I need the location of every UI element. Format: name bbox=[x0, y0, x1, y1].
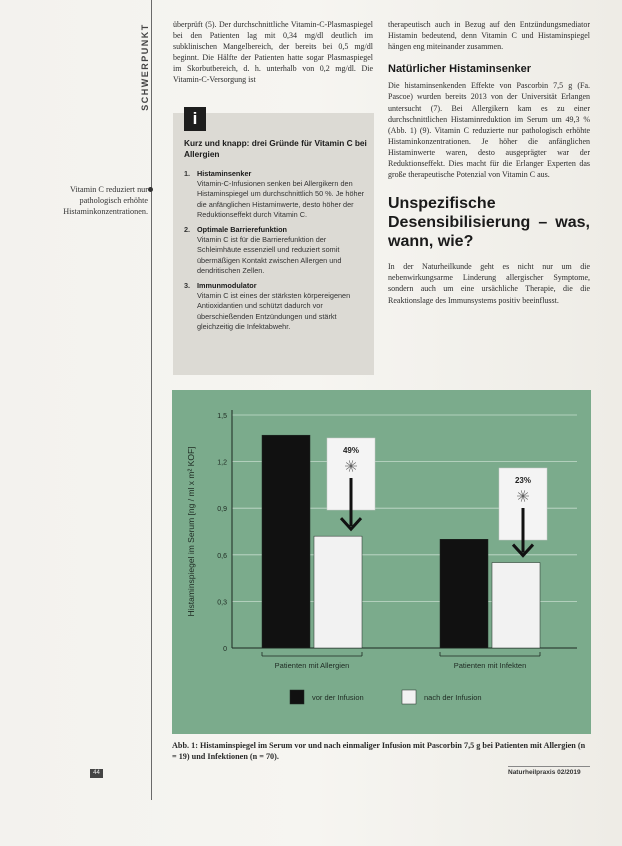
info-box-list bbox=[184, 169, 370, 337]
reduction-percent: 49% bbox=[342, 446, 360, 455]
category-label: Patienten mit Allergien bbox=[274, 661, 350, 670]
bar-after bbox=[492, 563, 540, 648]
section-heading: Natürlicher Histaminsenker bbox=[388, 63, 532, 76]
list-item: 1. Histaminsenker Vitamin-C-Infusionen senken bei Allergikern den Histaminspiegel um durchschnittlich 50 %. Je höher die anfänglichen Histaminwerte, desto höher der Reduktionseffekt durch Vitamin C. bbox=[184, 169, 365, 219]
page-number: 44 bbox=[90, 769, 103, 778]
bar-before bbox=[262, 435, 310, 648]
margin-note-marker bbox=[148, 187, 153, 192]
category-label: Patienten mit Infekten bbox=[453, 661, 527, 670]
paragraph: In der Naturheilkunde geht es nicht nur um die nebenwirkungsarme Linderung allergischer Symptome, sondern auch um eine ursächliche Therapie, die die Reaktionslage des Immunsystems positiv beeinflusst. bbox=[388, 262, 590, 305]
bar-after bbox=[314, 536, 362, 648]
figure-caption: Abb. 1: Histaminspiegel im Serum vor und nach einmaliger Infusion mit Pascorbin 7,5 g bei Patienten mit Allergien (n = 19) und Infektionen (n = 70). bbox=[172, 741, 586, 761]
legend-label: vor der Infusion bbox=[312, 693, 364, 702]
right-column bbox=[388, 19, 590, 306]
right-intro: therapeutisch auch in Bezug auf den Entzündungsmediator Histamin bedeutend, denn Vitamin C und Histaminspiegel hängen eng miteinander zusammen. bbox=[388, 20, 590, 52]
y-tick-label: 1,5 bbox=[217, 413, 227, 420]
section-kicker: SCHWERPUNKT bbox=[139, 23, 150, 111]
section-heading-large: Unspezifische Desensibilisierung – was, wann, wie? bbox=[388, 195, 590, 251]
y-axis-label: Histaminspiegel im Serum [ng / ml x m² KOF] bbox=[186, 446, 196, 617]
margin-note: Vitamin C reduziert nur pathologisch erhöhte Histaminkonzentrationen. bbox=[63, 185, 148, 216]
info-box-title: Kurz und knapp: drei Gründe für Vitamin C bei Allergien bbox=[184, 138, 367, 159]
footer-rule bbox=[508, 766, 590, 767]
info-box bbox=[173, 109, 374, 375]
list-item: 2. Optimale Barrierefunktion Vitamin C ist für die Barrierefunktion der Schleimhäute essenziell und reduziert somit übermäßigen Kontakt zwischen Allergen und dendritischen Zellen. bbox=[184, 225, 342, 275]
y-tick-label: 0,6 bbox=[217, 552, 227, 560]
y-tick-label: 1,2 bbox=[217, 459, 227, 467]
y-tick-label: 0 bbox=[223, 646, 227, 653]
info-icon: i bbox=[184, 107, 206, 131]
y-tick-label: 0,9 bbox=[217, 506, 227, 514]
footer-publication: Naturheilpraxis 02/2019 bbox=[508, 769, 581, 776]
chart-svg bbox=[172, 390, 591, 734]
reduction-percent: 23% bbox=[514, 476, 532, 485]
paragraph: Die histaminsenkenden Effekte von Pascorbin 7,5 g (Fa. Pascoe) wurden bereits 2013 von der Universität Erlangen untersucht (7). Bei Allergikern kam es zu einer durchschnittlichen Histaminreduktion im Serum um 49,3 % (Abb. 1) (9). Vitamin C reduzierte nur pathologisch erhöhte Histaminkonzentrationen. Je höher die anfänglichen Histaminwerte waren, desto ausgeprägter war der Reduktionseffekt. Dies macht für die Erlanger Experten das große therapeutische Potenzial von Vitamin C aus. bbox=[388, 81, 590, 180]
legend-swatch bbox=[290, 690, 304, 704]
bar-before bbox=[440, 539, 488, 648]
legend-swatch bbox=[402, 690, 416, 704]
legend-label: nach der Infusion bbox=[424, 693, 482, 702]
column-divider bbox=[151, 0, 152, 800]
left-column-text: überprüft (5). Der durchschnittliche Vitamin-C-Plasmaspiegel bei den Patienten lag mit 0,34 mg/dl deutlich im subklinischen Mangelbereich, der bereits bei 0,5 mg/dl beginnt. Die Hälfte der Patienten hatte sogar Plasmaspiegel im Skorbutbereich, d. h. unterhalb von 0,2 mg/dl. Die Vitamin-C-Versorgung ist bbox=[173, 20, 373, 85]
list-item: 3. Immunmodulator Vitamin C ist eines der stärksten körpereigenen Antioxidantien und schützt dadurch vor überschießenden Entzündungen und stärkt gleichzeitig die Infektabwehr. bbox=[184, 281, 351, 331]
histamine-chart bbox=[172, 390, 591, 734]
y-tick-label: 0,3 bbox=[217, 599, 227, 607]
